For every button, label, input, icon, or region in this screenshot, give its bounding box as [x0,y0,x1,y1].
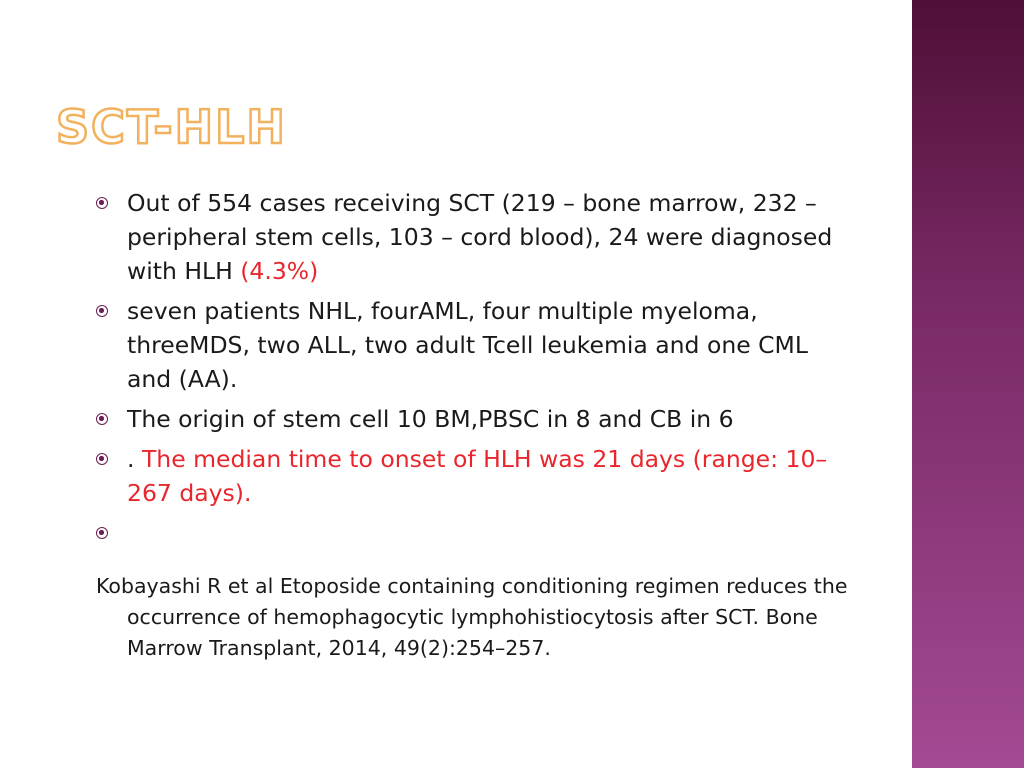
bullet-circle-icon [96,305,108,317]
reference-citation: Kobayashi R et al Etoposide containing conditioning regimen reduces the occurrence of hemophagocytic lymphohistiocytosis after SCT. Bone Marrow Transplant, 2014, 49(2):254–257. [96,574,848,660]
bullet-circle-icon [96,453,108,465]
bullet-text: Out of 554 cases receiving SCT (219 – bone marrow, 232 –peripheral stem cells, 103 – cord blood), 24 were diagnosed with HLH [127,189,833,285]
bullet-item [96,402,856,436]
bullet-highlight-text: The median time to onset of HLH was 21 days (range: 10–267 days). [127,445,828,507]
bullet-highlight-text: (4.3%) [240,257,319,285]
side-decoration-band [912,0,1024,768]
bullet-circle-icon [96,413,108,425]
slide-title: SCT-HLH [56,100,287,154]
bullet-circle-icon [96,527,108,539]
bullet-text: . [127,445,142,473]
bullet-circle-icon [96,197,108,209]
bullet-text: The origin of stem cell 10 BM,PBSC in 8 and CB in 6 [127,405,734,433]
bullet-item [96,442,856,510]
bullet-item [96,186,856,288]
bullet-text: seven patients NHL, fourAML, four multiple myeloma, threeMDS, two ALL, two adult Tcell leukemia and one CML and (AA). [127,297,808,393]
bullet-item [96,294,856,396]
bullet-item-empty [96,516,856,550]
bullet-list [96,186,856,556]
